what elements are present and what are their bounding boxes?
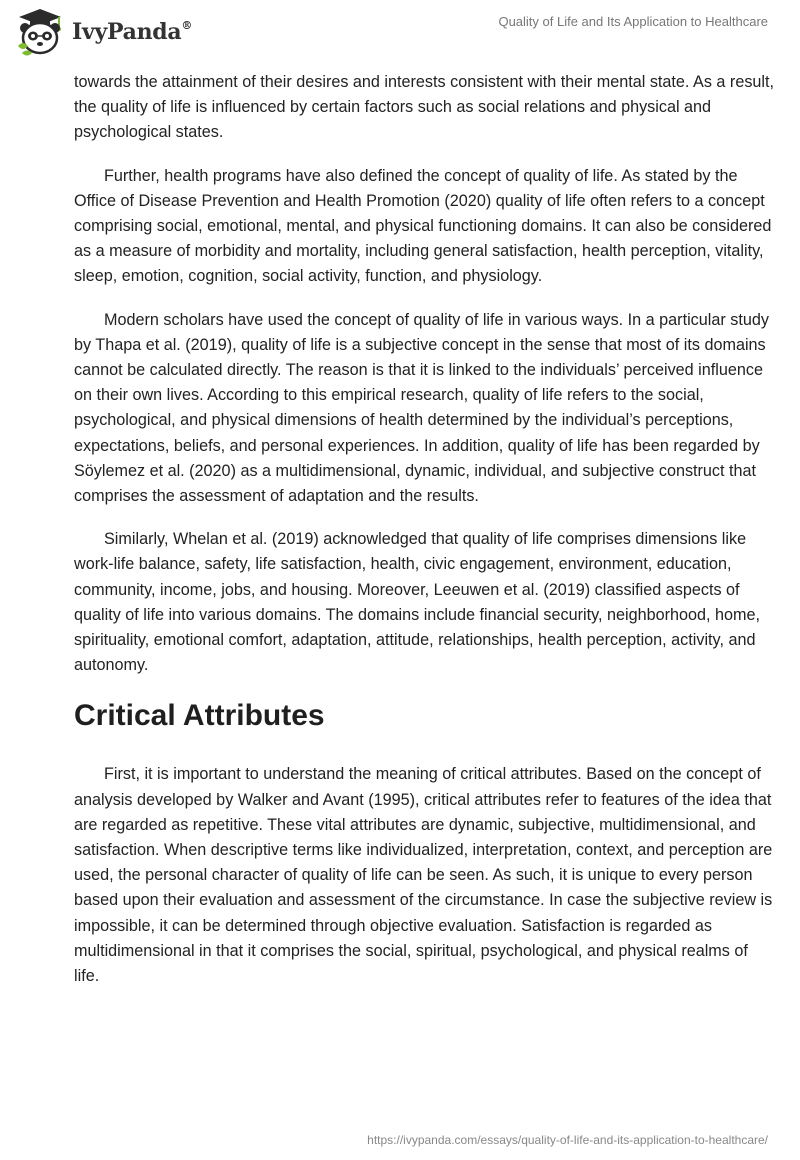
- ivypanda-logo[interactable]: [14, 6, 192, 58]
- paragraph: First, it is important to understand the meaning of critical attributes. Based on the concept of analysis developed by Walker and Avant (1995), critical attributes refer to features of the idea that are regarded as repetitive. These vital attributes are dynamic, subjective, multidimensional, and satisfaction. When descriptive terms like individualized, interpretation, context, and perception are used, the personal character of quality of life can be seen. As such, it is unique to every person based upon their evaluation and assessment of the circumstance. In case the subjective review is impossible, it can be determined through objective evaluation. Satisfaction is regarded as multidimensional in that it comprises the social, spiritual, psychological, and physical realms of life.: [74, 765, 773, 986]
- section-heading: Critical Attributes: [74, 699, 325, 733]
- panda-logo-icon: [14, 6, 66, 58]
- paragraph-continuation: towards the attainment of their desires and interests consistent with their mental state. As a result, the quality of life is influenced by certain factors such as social relations and physical and psychological states.: [74, 73, 775, 142]
- paragraph: Similarly, Whelan et al. (2019) acknowledged that quality of life comprises dimensions like work-life balance, safety, life satisfaction, health, civic engagement, environment, education, community, income, jobs, and housing. Moreover, Leeuwen et al. (2019) classified aspects of quality of life into various domains. The domains include financial security, neighborhood, home, spirituality, emotional comfort, adaptation, attitude, relationships, health perception, activity, and autonomy.: [74, 530, 760, 675]
- paragraph: Further, health programs have also defined the concept of quality of life. As stated by the Office of Disease Prevention and Health Promotion (2020) quality of life often refers to a concept comprising social, emotional, mental, and physical functioning domains. It can also be considered as a measure of morbidity and mortality, including general satisfaction, health perception, vitality, sleep, emotion, cognition, social activity, function, and physiology.: [74, 166, 772, 286]
- page-header: [0, 0, 800, 64]
- registered-mark: ®: [181, 18, 193, 32]
- essay-body: [74, 70, 774, 1007]
- document-title: Quality of Life and Its Application to Healthcare: [498, 14, 768, 29]
- brand-name: IvyPanda®: [72, 18, 193, 45]
- footer-source-url[interactable]: https://ivypanda.com/essays/quality-of-life-and-its-application-to-healthcare/: [367, 1133, 768, 1147]
- paragraph: Modern scholars have used the concept of quality of life in various ways. In a particular study by Thapa et al. (2019), quality of life is a subjective concept in the sense that most of its domains cannot be calculated directly. The reason is that it is linked to the individuals’ perceived influence on their own lives. According to this empirical research, quality of life refers to the social, psychological, and physical dimensions of health determined by the individual’s perceptions, expectations, beliefs, and personal experiences. In addition, quality of life has been regarded by Söylemez et al. (2020) as a multidimensional, dynamic, individual, and subjective construct that comprises the assessment of adaptation and the results.: [74, 310, 769, 506]
